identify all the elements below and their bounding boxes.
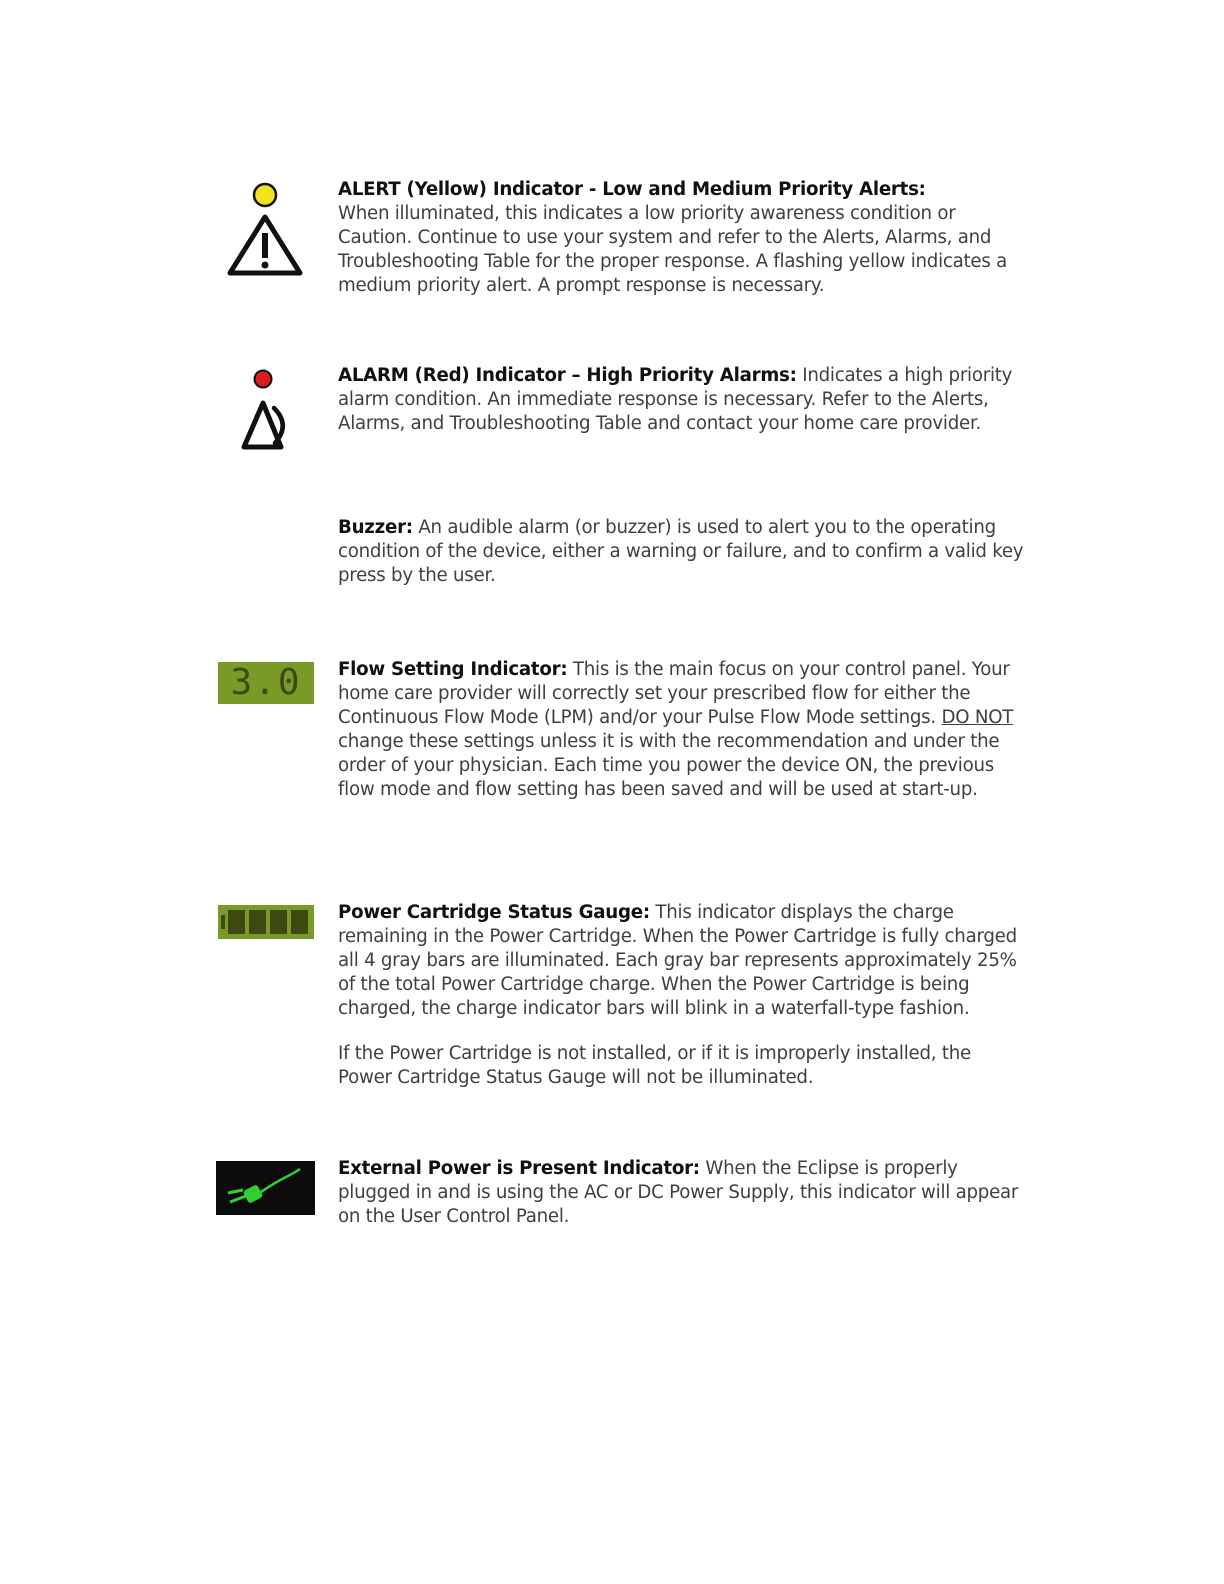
- external-lead: External Power is Present Indicator:: [338, 1158, 700, 1179]
- flow-icon-group: [218, 662, 318, 704]
- buzzer-lead: Buzzer:: [338, 517, 413, 538]
- power-lead: Power Cartridge Status Gauge:: [338, 902, 650, 923]
- gauge-icon-group: [218, 905, 318, 939]
- flow-display-value: 3.0: [230, 662, 302, 703]
- yellow-lamp-icon: [254, 184, 276, 206]
- external-description: [338, 1157, 1024, 1229]
- power-description: [338, 901, 1024, 1090]
- flow-body: This is the main focus on your control panel. Your home care provider will correctly set your prescribed flow for either the Continuous Flow Mode (LPM) and/or your Pulse Flow Mode settings.: [338, 659, 1010, 728]
- plug-icon-group: [216, 1161, 316, 1215]
- power-plug-box: [216, 1161, 315, 1215]
- alert-body: When illuminated, this indicates a low priority awareness condition or Caution. Continue to use your system and refer to the Alerts, Alarms, and Troubleshooting Table for the proper response. A flashing yellow indicates a medium priority alert. A prompt response is necessary.: [338, 203, 1008, 296]
- buzzer-body: An audible alarm (or buzzer) is used to alert you to the operating condition of the device, either a warning or failure, and to confirm a valid key press by the user.: [338, 517, 1024, 586]
- power-body-2: If the Power Cartridge is not installed, or if it is improperly installed, the Power Cartridge Status Gauge will not be illuminated.: [338, 1043, 971, 1088]
- alert-description: [338, 178, 1024, 298]
- gauge-bar: [249, 910, 266, 934]
- warning-triangle-icon: [215, 182, 315, 282]
- gauge-bar: [270, 910, 287, 934]
- battery-gauge-icon: [218, 905, 314, 939]
- gauge-terminal: [221, 915, 225, 929]
- power-body: This indicator displays the charge remaining in the Power Cartridge. When the Power Cartridge is fully charged all 4 gray bars are illuminated. Each gray bar represents approximately 25% of the total Power Cartridge charge. When the Power Cartridge is being charged, the charge indicator bars will blink in a waterfall-type fashion.: [338, 902, 1017, 1019]
- alarm-icon-group: [215, 368, 315, 452]
- buzzer-description: [338, 516, 1024, 588]
- lcd-display-icon: [218, 662, 314, 704]
- flow-emphasis: DO NOT: [941, 707, 1014, 728]
- red-lamp-icon: [255, 371, 272, 388]
- alarm-description: [338, 364, 1024, 436]
- alarm-lead: ALARM (Red) Indicator – High Priority Alarms:: [338, 365, 797, 386]
- flow-lead: Flow Setting Indicator:: [338, 659, 568, 680]
- external-body: When the Eclipse is properly plugged in and is using the AC or DC Power Supply, this indicator will appear on the User Control Panel.: [338, 1158, 1019, 1227]
- flow-body-after: change these settings unless it is with the recommendation and under the order of your physician. Each time you power the device ON, the previous flow mode and flow setting has been saved and will be used at start-up.: [338, 731, 1000, 800]
- flow-description: [338, 658, 1024, 802]
- power-plug-icon: [216, 1161, 315, 1215]
- alert-lead: ALERT (Yellow) Indicator - Low and Medium Priority Alerts:: [338, 179, 926, 200]
- alarm-body: Indicates a high priority alarm condition. An immediate response is necessary. Refer to the Alerts, Alarms, and Troubleshooting Table and contact your home care provider.: [338, 365, 1013, 434]
- alert-icon-group: [215, 182, 315, 282]
- alarm-bell-icon: [215, 368, 315, 452]
- gauge-bar: [291, 910, 308, 934]
- gauge-bar: [228, 910, 245, 934]
